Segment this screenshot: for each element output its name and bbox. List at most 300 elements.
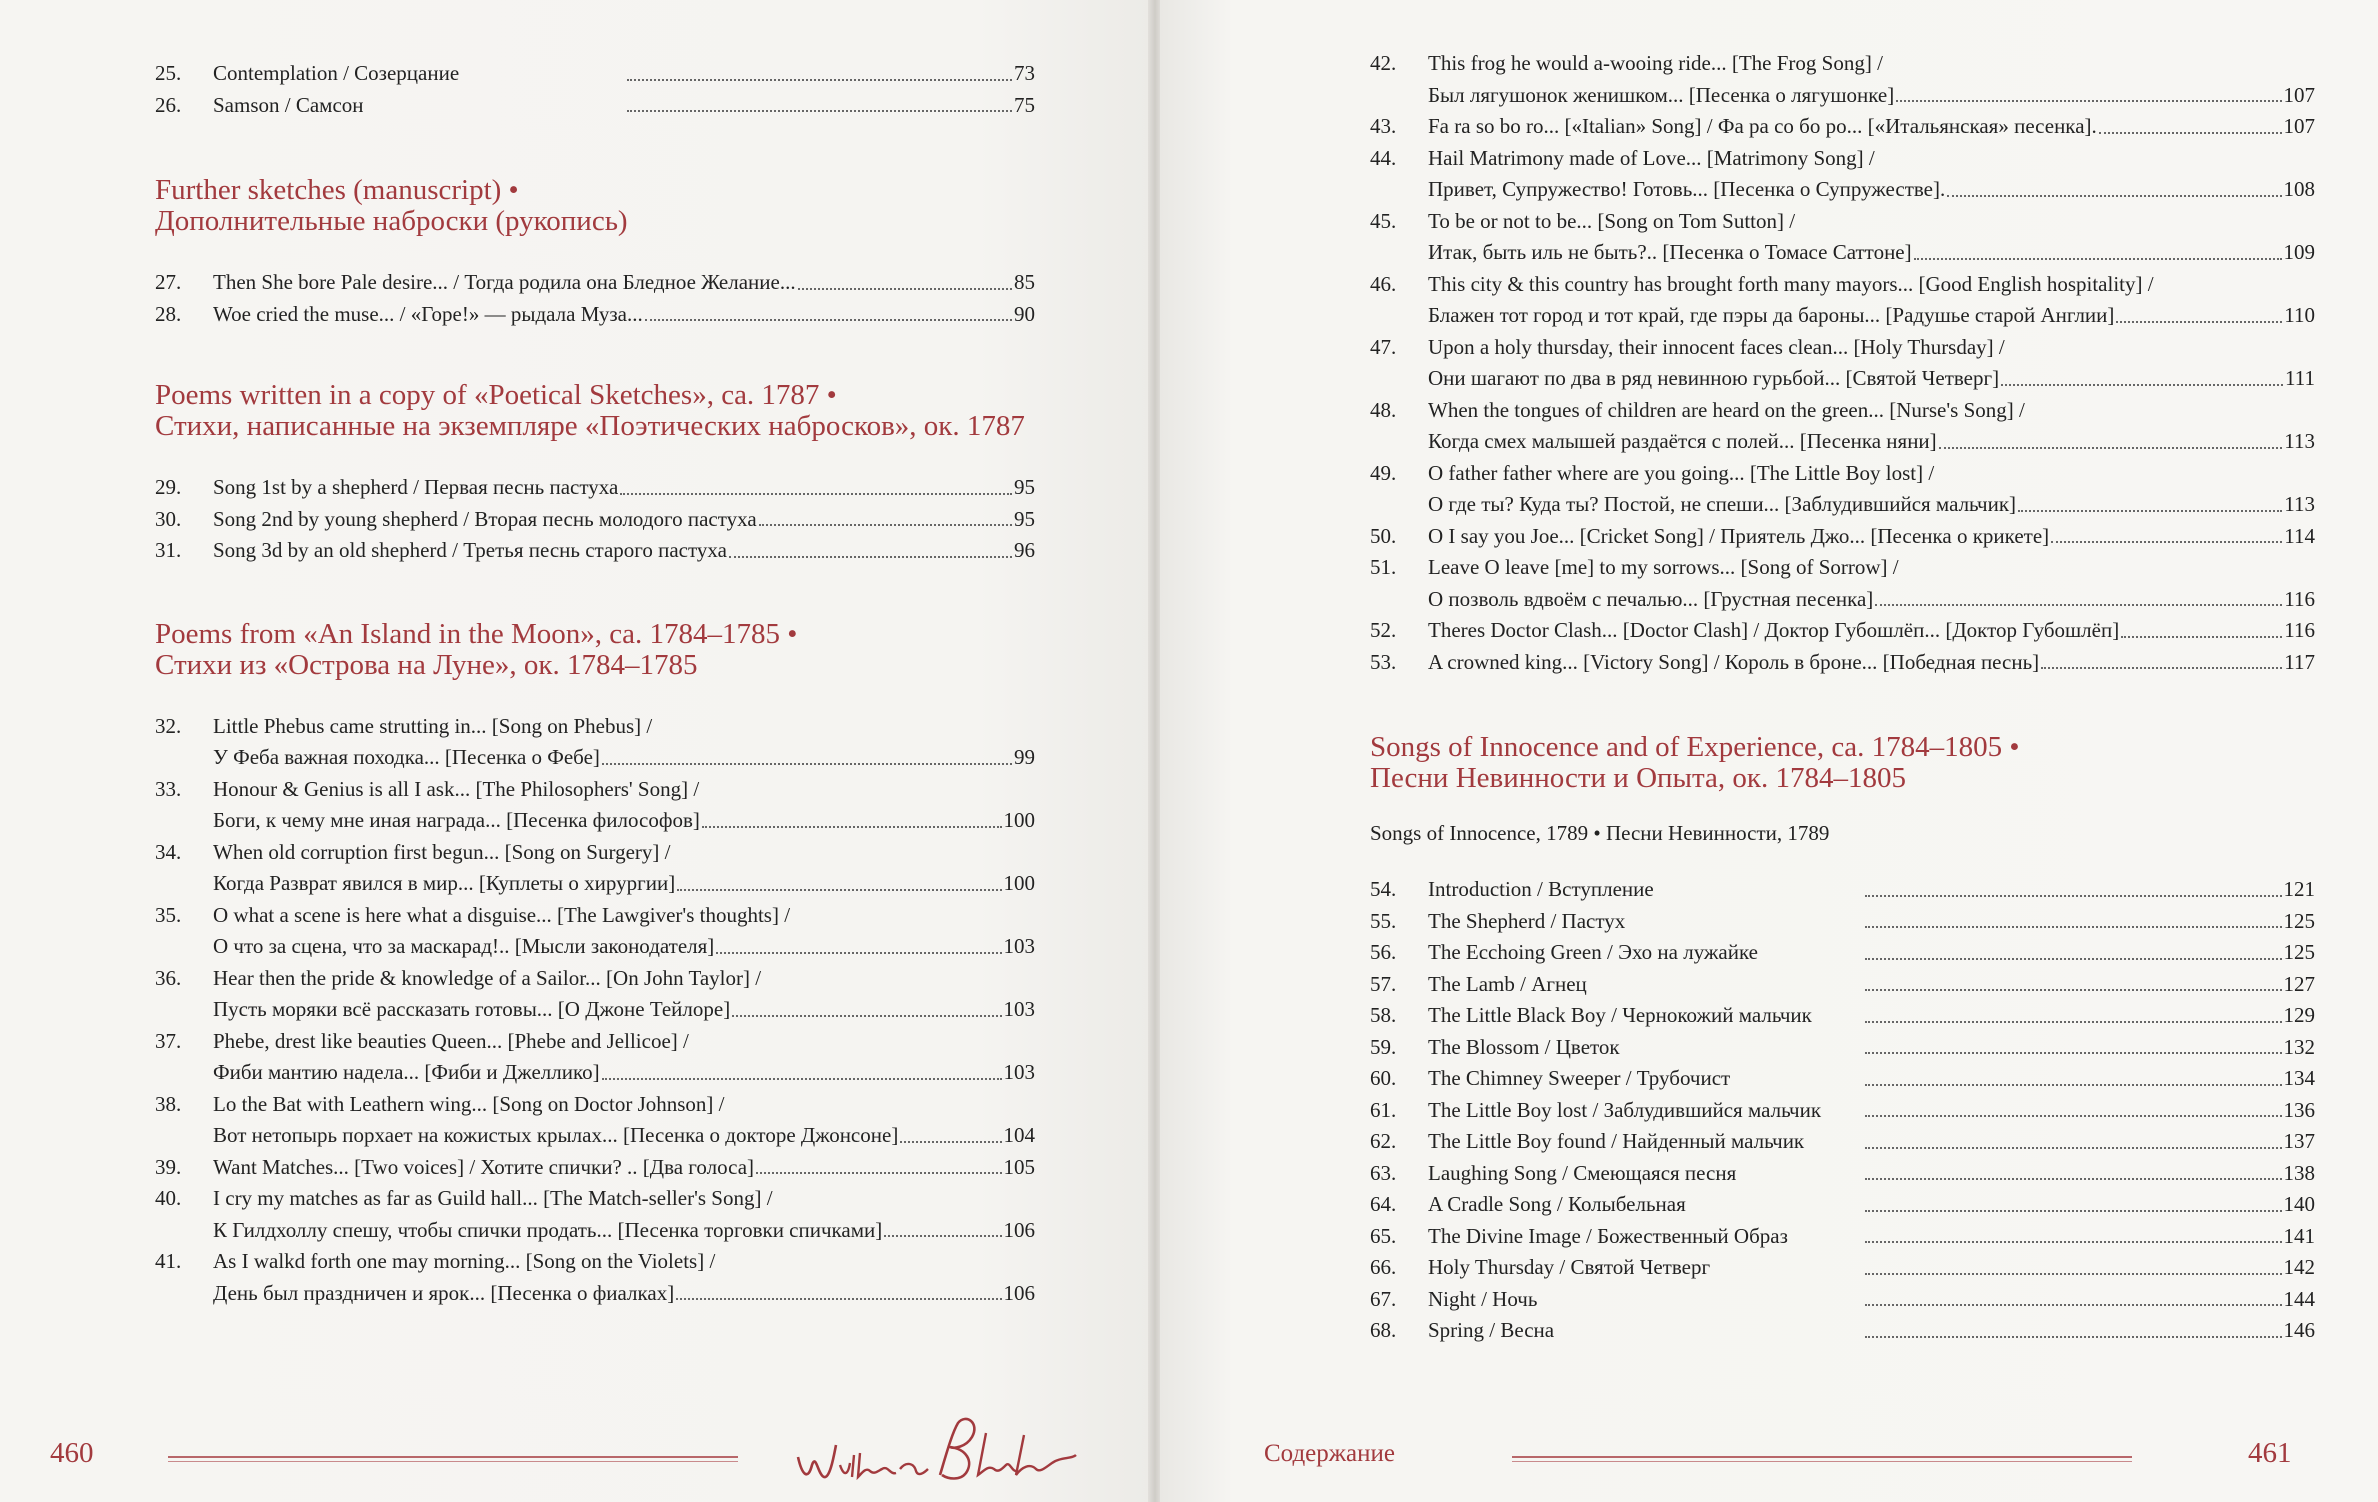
entry-body (213, 504, 1035, 536)
footer-rule-right (1512, 1456, 2132, 1462)
dot-leader (1865, 1241, 2282, 1243)
entry-body (1428, 1158, 2315, 1190)
toc-entry[interactable] (1370, 1063, 2315, 1095)
entry-number: 68. (1370, 1318, 1397, 1342)
entry-title: У Феба важная походка... [Песенка о Фебе] (213, 745, 600, 769)
dot-leader (1865, 1052, 2282, 1054)
entry-line (1428, 363, 2315, 395)
entry-body (1428, 395, 2315, 458)
dot-leader (1865, 1115, 2282, 1117)
entry-page-number: 100 (1003, 871, 1035, 895)
toc-entry[interactable] (1370, 206, 2315, 269)
entry-page-number: 109 (2283, 240, 2315, 264)
dot-leader (2001, 384, 2283, 386)
entry-line (213, 1278, 1035, 1310)
entry-line (1428, 1063, 2315, 1095)
entry-title: O what a scene is here what a disguise... [The Lawgiver's thoughts] / (213, 902, 791, 927)
toc-list (1370, 48, 2315, 678)
entry-title: Когда Разврат явился в мир... [Куплеты о хирургии] (213, 871, 676, 895)
dot-leader (602, 763, 1012, 765)
entry-number: 33. (155, 776, 182, 801)
entry-page-number: 132 (2283, 1034, 2315, 1059)
dot-leader (627, 79, 1012, 81)
entry-line (1428, 395, 2315, 427)
entry-number: 61. (1370, 1097, 1397, 1122)
toc-entry[interactable] (155, 267, 1035, 299)
entry-body (213, 1152, 1035, 1184)
entry-line (213, 1183, 1035, 1215)
entry-page-number: 75 (1014, 92, 1035, 117)
toc-list (155, 267, 1035, 330)
toc-entry[interactable] (155, 1089, 1035, 1152)
toc-entry[interactable] (1370, 1284, 2315, 1316)
entry-body (213, 711, 1035, 774)
entry-page-number: 95 (1014, 506, 1035, 531)
entry-number: 53. (1370, 649, 1397, 674)
entry-title: Привет, Супружество! Готовь... [Песенка о Супружестве]. (1428, 177, 1946, 201)
entry-line (1428, 615, 2315, 647)
dot-leader (1939, 447, 2283, 449)
entry-page-number: 108 (2283, 177, 2315, 201)
dot-leader (1865, 1210, 2282, 1212)
entry-body (1428, 1063, 2315, 1095)
entry-title: Fa ra so bo ro... [«Italian» Song] / Фа ра со бо ро... [«Итальянская» песенка]. (1428, 114, 2097, 138)
entry-title: Honour & Genius is all I ask... [The Philosophers' Song] / (213, 776, 700, 801)
entry-title: Блажен тот город и тот край, где пэры да бароны... [Радушье старой Англии] (1428, 303, 2115, 327)
entry-body (1428, 1189, 2315, 1221)
entry-line (1428, 1189, 2315, 1221)
entry-title: Song 1st by a shepherd / Первая песнь пастуха (213, 475, 619, 499)
entry-page-number: 113 (2284, 492, 2315, 516)
dot-leader (1896, 100, 2281, 102)
entry-page-number: 110 (2284, 303, 2315, 327)
entry-title: О позволь вдвоём с печалью... [Грустная песенка] (1428, 586, 1874, 611)
entry-title: When old corruption first begun... [Song on Surgery] / (213, 839, 671, 864)
entry-body (213, 1246, 1035, 1309)
entry-line (213, 58, 1035, 90)
entry-body (1428, 874, 2315, 906)
entry-page-number: 116 (2284, 618, 2315, 642)
entry-page-number: 85 (1014, 270, 1035, 294)
entry-page-number: 129 (2283, 1003, 2315, 1027)
entry-page-number: 138 (2283, 1160, 2315, 1185)
entry-line (213, 1120, 1035, 1152)
dot-leader (884, 1235, 1001, 1237)
subsection-heading: Songs of Innocence, 1789 • Песни Невинности, 1789 (1370, 821, 1830, 845)
toc-entry[interactable] (155, 1152, 1035, 1184)
entry-title: Song 2nd by young shepherd / Вторая песнь молодого пастуха (213, 506, 757, 531)
entry-line (1428, 1252, 2315, 1284)
entry-number: 58. (1370, 1003, 1397, 1027)
entry-number: 41. (155, 1249, 182, 1273)
entry-title: The Little Boy lost / Заблудившийся мальчик (1428, 1097, 1822, 1122)
entry-line (1428, 1221, 2315, 1253)
right-page-content (1370, 48, 2315, 1347)
entry-body (1428, 206, 2315, 269)
section-heading-line: Further sketches (manuscript) • (155, 174, 519, 206)
entry-body (213, 1183, 1035, 1246)
entry-title: When the tongues of children are heard on the green... [Nurse's Song] / (1428, 397, 2025, 422)
entry-body (1428, 1252, 2315, 1284)
entry-line (1428, 1126, 2315, 1158)
entry-line (1428, 1095, 2315, 1127)
entry-number: 30. (155, 506, 182, 531)
entry-line (1428, 647, 2315, 679)
right-page (1160, 0, 2378, 1502)
entry-page-number: 146 (2283, 1318, 2315, 1342)
entry-line (1428, 269, 2315, 301)
entry-line (1428, 906, 2315, 938)
toc-entry[interactable] (1370, 332, 2315, 395)
toc-entry[interactable] (1370, 1032, 2315, 1064)
entry-number: 57. (1370, 971, 1397, 996)
dot-leader (1865, 926, 2282, 928)
entry-page-number: 136 (2283, 1097, 2315, 1122)
entry-title: Lo the Bat with Leathern wing... [Song on Doctor Johnson] / (213, 1091, 725, 1116)
entry-title: Theres Doctor Clash... [Doctor Clash] / Доктор Губошлёп... [Доктор Губошлёп] (1428, 618, 2120, 642)
toc-entry[interactable] (1370, 1221, 2315, 1253)
toc-entry[interactable] (1370, 874, 2315, 906)
toc-entry[interactable] (1370, 269, 2315, 332)
entry-title: О где ты? Куда ты? Постой, не спеши... [Заблудившийся мальчик] (1428, 492, 2017, 516)
entry-line (213, 1089, 1035, 1121)
entry-title: Итак, быть иль не быть?.. [Песенка о Томасе Саттоне] (1428, 240, 1912, 264)
toc-entry[interactable] (1370, 143, 2315, 206)
entry-page-number: 142 (2283, 1255, 2315, 1279)
entry-body (213, 900, 1035, 963)
entry-page-number: 125 (2283, 940, 2315, 964)
dot-leader (2051, 541, 2282, 543)
entry-title: This city & this country has brought forth many mayors... [Good English hospitality] / (1428, 271, 2154, 296)
footer-rule-left (168, 1456, 738, 1462)
entry-line (1428, 1032, 2315, 1064)
entry-body (1428, 1095, 2315, 1127)
page-number-left: 460 (50, 1437, 94, 1469)
entry-body (1428, 1315, 2315, 1347)
dot-leader (1865, 1273, 2282, 1275)
entry-page-number: 113 (2284, 429, 2315, 453)
entry-line (1428, 1315, 2315, 1347)
entry-number: 42. (1370, 51, 1397, 75)
entry-number: 32. (155, 713, 182, 738)
toc-entry[interactable] (1370, 615, 2315, 647)
entry-number: 35. (155, 902, 182, 927)
entry-line (213, 742, 1035, 774)
toc-entry[interactable] (1370, 969, 2315, 1001)
toc-entry[interactable] (155, 837, 1035, 900)
dot-leader (798, 288, 1012, 290)
entry-title: Want Matches... [Two voices] / Хотите спички? .. [Два голоса] (213, 1154, 755, 1179)
entry-page-number: 117 (2284, 649, 2315, 674)
dot-leader (1865, 1021, 2282, 1023)
entry-line (1428, 300, 2315, 332)
toc-entry[interactable] (155, 299, 1035, 331)
toc-entry[interactable] (1370, 1315, 2315, 1347)
entry-page-number: 114 (2284, 523, 2315, 548)
entry-title: The Lamb / Агнец (1428, 971, 1587, 996)
left-page (0, 0, 1150, 1502)
toc-entry[interactable] (155, 504, 1035, 536)
dot-leader (1865, 1084, 2282, 1086)
entry-number: 60. (1370, 1066, 1397, 1090)
entry-body (213, 299, 1035, 331)
dot-leader (2099, 132, 2282, 134)
entry-line (213, 1215, 1035, 1247)
entry-page-number: 144 (2283, 1286, 2315, 1311)
dot-leader (620, 493, 1012, 495)
entry-line (213, 963, 1035, 995)
toc-entry[interactable] (155, 963, 1035, 1026)
entry-number: 39. (155, 1154, 182, 1179)
entry-title: Hail Matrimony made of Love... [Matrimony Song] / (1428, 145, 1875, 170)
dot-leader (1865, 989, 2282, 991)
toc-entry[interactable] (155, 900, 1035, 963)
entry-line (213, 267, 1035, 299)
entry-line (213, 299, 1035, 331)
entry-line (213, 868, 1035, 900)
entry-line (213, 504, 1035, 536)
toc-entry[interactable] (155, 90, 1035, 122)
dot-leader (1865, 1147, 2282, 1149)
entry-line (213, 90, 1035, 122)
entry-number: 54. (1370, 877, 1397, 901)
entry-title: Upon a holy thursday, their innocent faces clean... [Holy Thursday] / (1428, 334, 2005, 359)
entry-line (1428, 458, 2315, 490)
section-heading-line: Poems from «An Island in the Moon», ca. 1784–1785 • (155, 617, 798, 650)
entry-number: 62. (1370, 1129, 1397, 1153)
entry-number: 44. (1370, 145, 1397, 170)
dot-leader (900, 1141, 1001, 1143)
dot-leader (1865, 1336, 2282, 1338)
entry-body (1428, 143, 2315, 206)
entry-body (213, 1026, 1035, 1089)
entry-title: I cry my matches as far as Guild hall... [The Match-seller's Song] / (213, 1186, 773, 1210)
dot-leader (1947, 195, 2281, 197)
dot-leader (716, 952, 1001, 954)
entry-title: A Cradle Song / Колыбельная (1428, 1192, 1686, 1216)
entry-title: This frog he would a-wooing ride... [The Frog Song] / (1428, 51, 1883, 75)
entry-line (1428, 48, 2315, 80)
entry-title: The Chimney Sweeper / Трубочист (1428, 1066, 1731, 1090)
entry-line (213, 994, 1035, 1026)
toc-entry[interactable] (155, 535, 1035, 567)
entry-line (1428, 174, 2315, 206)
entry-number: 25. (155, 61, 182, 85)
entry-number: 67. (1370, 1286, 1397, 1311)
entry-body (1428, 1032, 2315, 1064)
entry-number: 50. (1370, 523, 1397, 548)
toc-entry[interactable] (1370, 111, 2315, 143)
left-page-content (155, 58, 1035, 1309)
entry-title: Пусть моряки всё рассказать готовы... [О Джоне Тейлоре] (213, 997, 731, 1021)
entry-page-number: 140 (2283, 1192, 2315, 1216)
dot-leader (677, 889, 1001, 891)
entry-title: Hear then the pride & knowledge of a Sailor... [On John Taylor] / (213, 965, 762, 990)
entry-line (213, 1152, 1035, 1184)
entry-body (213, 58, 1035, 90)
entry-number: 56. (1370, 940, 1397, 964)
entry-title: O father father where are you going... [The Little Boy lost] / (1428, 460, 1935, 485)
entry-title: Вот нетопырь порхает на кожистых крылах... [Песенка о докторе Джонсоне] (213, 1123, 899, 1147)
entry-page-number: 141 (2283, 1223, 2315, 1248)
entry-body (213, 535, 1035, 567)
dot-leader (645, 319, 1012, 321)
entry-page-number: 106 (1003, 1280, 1035, 1305)
entry-number: 43. (1370, 114, 1397, 138)
entry-title: Фиби мантию надела... [Фиби и Джеллико] (213, 1060, 600, 1084)
entry-number: 36. (155, 965, 182, 990)
dot-leader (2041, 667, 2282, 669)
toc-entry[interactable] (1370, 1158, 2315, 1190)
entry-line (1428, 489, 2315, 521)
entry-line (213, 900, 1035, 932)
dot-leader (1865, 1304, 2282, 1306)
entry-page-number: 103 (1003, 1060, 1035, 1084)
entry-title: Contemplation / Созерцание (213, 61, 460, 85)
entry-title: Боги, к чему мне иная награда... [Песенка философов] (213, 808, 700, 832)
dot-leader (2018, 510, 2282, 512)
entry-line (1428, 332, 2315, 364)
toc-list (155, 711, 1035, 1310)
entry-body (213, 1089, 1035, 1152)
entry-line (1428, 874, 2315, 906)
toc-entry[interactable] (155, 711, 1035, 774)
entry-number: 48. (1370, 397, 1397, 422)
toc-entry[interactable] (1370, 1000, 2315, 1032)
section-heading-line: Стихи из «Острова на Луне», ок. 1784–1785 (155, 648, 698, 681)
toc-entry[interactable] (1370, 1095, 2315, 1127)
section-heading-line: Songs of Innocence and of Experience, ca. 1784–1805 • (1370, 731, 2020, 763)
entry-number: 38. (155, 1091, 182, 1116)
toc-entry[interactable] (155, 1246, 1035, 1309)
entry-page-number: 137 (2283, 1129, 2315, 1153)
dot-leader (627, 110, 1012, 112)
section-heading (155, 619, 1035, 681)
entry-number: 52. (1370, 618, 1397, 642)
toc-entry[interactable] (155, 58, 1035, 90)
toc-entry[interactable] (1370, 1252, 2315, 1284)
entry-title: Then She bore Pale desire... / Тогда родила она Бледное Желание... (213, 270, 796, 294)
entry-line (1428, 143, 2315, 175)
entry-body (1428, 937, 2315, 969)
entry-title: The Ecchoing Green / Эхо на лужайке (1428, 940, 1758, 964)
toc-entry[interactable] (1370, 395, 2315, 458)
entry-body (1428, 1126, 2315, 1158)
toc-entry[interactable] (1370, 521, 2315, 553)
entry-title: Samson / Самсон (213, 92, 364, 117)
entry-line (1428, 426, 2315, 458)
entry-line (1428, 206, 2315, 238)
entry-body (213, 963, 1035, 1026)
entry-line (213, 472, 1035, 504)
entry-page-number: 95 (1014, 475, 1035, 499)
entry-number: 40. (155, 1186, 182, 1210)
entry-title: Night / Ночь (1428, 1286, 1538, 1311)
dot-leader (1914, 258, 2282, 260)
entry-line (1428, 521, 2315, 553)
entry-number: 46. (1370, 271, 1397, 296)
entry-body (1428, 458, 2315, 521)
dot-leader (2116, 321, 2282, 323)
toc-entry[interactable] (1370, 647, 2315, 679)
entry-title: The Little Black Boy / Чернокожий мальчик (1428, 1003, 1812, 1027)
entry-number: 26. (155, 92, 182, 117)
toc-entry[interactable] (155, 1183, 1035, 1246)
page-number-right: 461 (2248, 1437, 2292, 1469)
entry-page-number: 100 (1003, 808, 1035, 832)
entry-title: Spring / Весна (1428, 1318, 1555, 1342)
dot-leader (1865, 958, 2282, 960)
entry-number: 64. (1370, 1192, 1397, 1216)
entry-number: 34. (155, 839, 182, 864)
entry-page-number: 106 (1003, 1217, 1035, 1242)
entry-number: 65. (1370, 1223, 1397, 1248)
toc-list (155, 58, 1035, 121)
toc-entry[interactable] (1370, 1189, 2315, 1221)
entry-title: Little Phebus came strutting in... [Song on Phebus] / (213, 713, 653, 738)
toc-entry[interactable] (155, 472, 1035, 504)
toc-entry[interactable] (1370, 937, 2315, 969)
section-heading (155, 175, 1035, 237)
entry-line (213, 1246, 1035, 1278)
entry-body (1428, 111, 2315, 143)
entry-page-number: 90 (1014, 301, 1035, 326)
entry-page-number: 121 (2283, 877, 2315, 901)
entry-title: Leave O leave [me] to my sorrows... [Song of Sorrow] / (1428, 555, 1899, 579)
toc-entry[interactable] (1370, 458, 2315, 521)
entry-title: Phebe, drest like beauties Queen... [Phebe and Jellicoe] / (213, 1028, 689, 1053)
dot-leader (1875, 604, 2282, 606)
entry-title: The Shepherd / Пастух (1428, 908, 1626, 933)
entry-title: As I walkd forth one may morning... [Song on the Violets] / (213, 1249, 716, 1273)
dot-leader (732, 1015, 1001, 1017)
entry-page-number: 116 (2284, 586, 2315, 611)
entry-body (1428, 647, 2315, 679)
entry-body (1428, 269, 2315, 332)
toc-entry[interactable] (155, 774, 1035, 837)
entry-number: 49. (1370, 460, 1397, 485)
entry-title: To be or not to be... [Song on Tom Sutton] / (1428, 208, 1796, 233)
entry-page-number: 99 (1014, 745, 1035, 769)
entry-body (1428, 332, 2315, 395)
entry-title: The Little Boy found / Найденный мальчик (1428, 1129, 1805, 1153)
entry-number: 27. (155, 270, 182, 294)
entry-body (213, 90, 1035, 122)
entry-line (1428, 937, 2315, 969)
toc-entry[interactable] (155, 1026, 1035, 1089)
dot-leader (759, 524, 1012, 526)
section-heading-line: Стихи, написанные на экземпляре «Поэтических набросков», ок. 1787 (155, 410, 1025, 442)
entry-number: 47. (1370, 334, 1397, 359)
entry-page-number: 127 (2283, 971, 2315, 996)
dot-leader (1865, 895, 2282, 897)
entry-page-number: 104 (1003, 1123, 1035, 1147)
toc-entry[interactable] (1370, 906, 2315, 938)
entry-body (1428, 552, 2315, 615)
entry-number: 28. (155, 301, 182, 326)
entry-title: A crowned king... [Victory Song] / Король в броне... [Победная песнь] (1428, 649, 2040, 674)
entry-body (1428, 615, 2315, 647)
section-heading (155, 380, 1035, 442)
toc-entry[interactable] (1370, 1126, 2315, 1158)
toc-entry[interactable] (1370, 552, 2315, 615)
entry-page-number: 107 (2283, 82, 2315, 107)
entry-number: 37. (155, 1028, 182, 1053)
entry-number: 45. (1370, 208, 1397, 233)
toc-entry[interactable] (1370, 48, 2315, 111)
entry-title: Laughing Song / Смеющаяся песня (1428, 1160, 1737, 1185)
entry-line (1428, 969, 2315, 1001)
